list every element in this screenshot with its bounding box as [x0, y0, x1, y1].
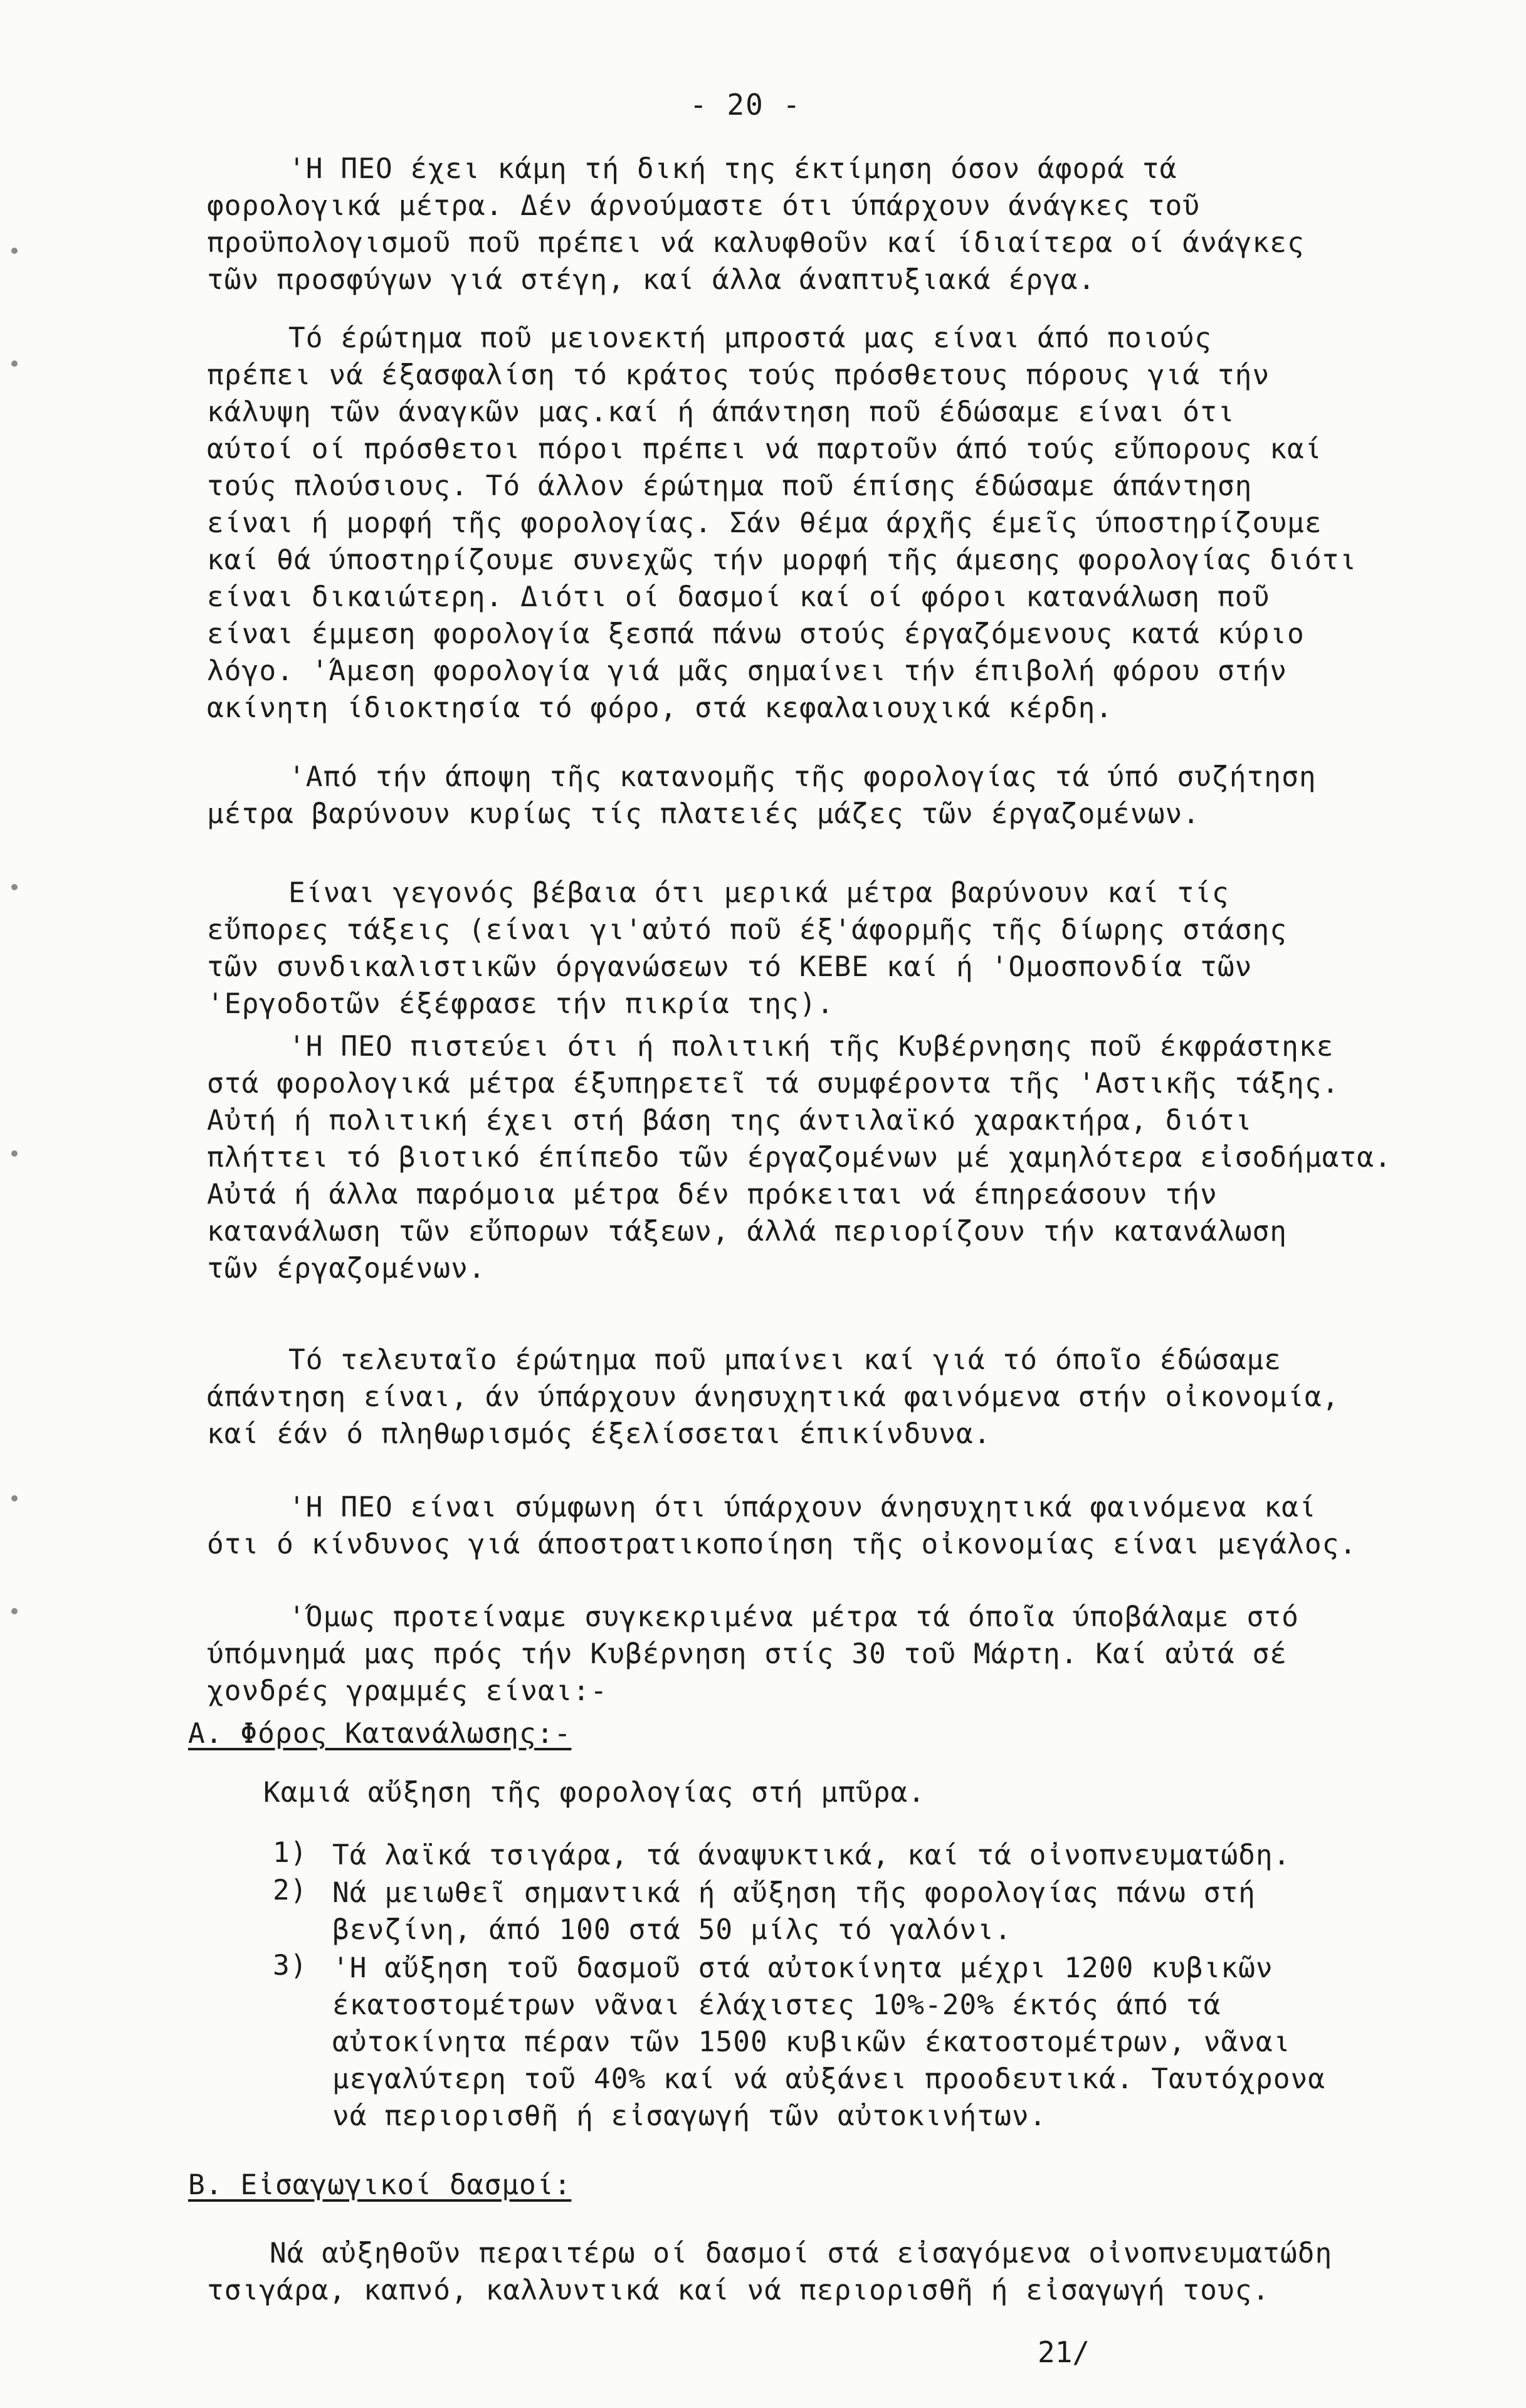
text-line: 'Η ΠΕΟ πιστεύει ότι ή πολιτική τῆς Κυβέρνησης ποῦ έκφράστηκε	[288, 1031, 1334, 1063]
list-number: 2)	[273, 1874, 308, 1906]
list-item	[273, 1950, 1326, 2135]
text-line: εὔπορες τάξεις (είναι γι'αὐτό ποῦ έξ'άφορμῆς τῆς δίωρης στάσης	[207, 914, 1288, 946]
text-line: πρέπει νά έξασφαλίση τό κράτος τούς πρόσθετους πόρους γιά τήν	[207, 359, 1270, 391]
continuation-marker: 21/	[1038, 2335, 1090, 2369]
text-line: καί έάν ό πληθωρισμός έξελίσσεται έπικίνδυνα.	[207, 1418, 991, 1450]
text-line: Αὐτή ή πολιτική έχει στή βάση της άντιλαϊκό χαρακτήρα, διότι	[207, 1105, 1253, 1137]
text-line: μέτρα βαρύνουν κυρίως τίς πλατειές μάζες τῶν έργαζομένων.	[207, 798, 1201, 830]
page-number: - 20 -	[690, 88, 802, 122]
list-item	[273, 1837, 1291, 1874]
text-line: τῶν συνδικαλιστικῶν όργανώσεων τό ΚΕΒΕ καί ή 'Ομοσπονδία τῶν	[207, 951, 1253, 983]
text-line: Νά μειωθεῖ σημαντικά ή αὔξηση τῆς φορολογίας πάνω στή	[332, 1877, 1256, 1909]
text-line: 'Η ΠΕΟ έχει κάμη τή δική της έκτίμηση όσον άφορά τά	[288, 153, 1177, 185]
paragraph-5	[207, 1028, 1461, 1287]
text-line: είναι δικαιώτερη. Διότι οί δασμοί καί οί φόροι κατανάλωση ποῦ	[207, 581, 1270, 613]
list-number: 3)	[273, 1950, 308, 1982]
section-a-intro	[263, 1774, 1517, 1811]
text-line: άπάντηση είναι, άν ύπάρχουν άνησυχητικά φαινόμενα στήν οἰκονομία,	[207, 1381, 1340, 1413]
text-line: λόγο. 'Άμεση φορολογία γιά μᾶς σημαίνει τήν έπιβολή φόρου στήν	[207, 655, 1288, 687]
text-line: Τά λαϊκά τσιγάρα, τά άναψυκτικά, καί τά οἰνοπνευματώδη.	[332, 1839, 1291, 1871]
margin-mark	[11, 360, 18, 367]
section-b-text	[207, 2235, 1461, 2309]
text-line: Αὐτά ή άλλα παρόμοια μέτρα δέν πρόκειται νά έπηρεάσουν τήν	[207, 1179, 1218, 1211]
text-line: χονδρές γραμμές είναι:-	[207, 1675, 608, 1707]
margin-mark	[11, 884, 18, 890]
text-line: βενζίνη, άπό 100 στά 50 μίλς τό γαλόνι.	[332, 1914, 1012, 1946]
text-line: στά φορολογικά μέτρα έξυπηρετεῖ τά συμφέροντα τῆς 'Αστικῆς τάξης.	[207, 1068, 1340, 1100]
text-line: 'Από τήν άποψη τῆς κατανομῆς τῆς φορολογίας τά ύπό συζήτηση	[288, 761, 1317, 793]
text-line: Τό τελευταῖο έρώτημα ποῦ μπαίνει καί γιά τό όποῖο έδώσαμε	[288, 1344, 1282, 1376]
paragraph-7	[207, 1489, 1461, 1563]
text-line: έκατοστομέτρων νᾶναι έλάχιστες 10%-20% έκτός άπό τά	[332, 1989, 1221, 2021]
paragraph-3	[207, 759, 1461, 833]
text-line: προϋπολογισμοῦ ποῦ πρέπει νά καλυφθοῦν καί ίδιαίτερα οί άνάγκες	[207, 227, 1305, 259]
text-line: Νά αὐξηθοῦν περαιτέρω οί δασμοί στά εἰσαγόμενα οἰνοπνευματώδη	[270, 2237, 1333, 2269]
margin-mark	[11, 248, 18, 254]
text-line: ότι ό κίνδυνος γιά άποστρατικοποίηση τῆς οἰκονομίας είναι μεγάλος.	[207, 1528, 1357, 1560]
text-line: τούς πλούσιους. Τό άλλον έρώτημα ποῦ έπίσης έδώσαμε άπάντηση	[207, 470, 1253, 502]
text-line: ύπόμνημά μας πρός τήν Κυβέρνηση στίς 30 τοῦ Μάρτη. Καί αὐτά σέ	[207, 1638, 1288, 1670]
text-line: τῶν έργαζομένων.	[207, 1253, 486, 1285]
text-line: τσιγάρα, καπνό, καλλυντικά καί νά περιορισθῆ ή εἰσαγωγή τους.	[207, 2274, 1270, 2306]
text-line: Τό έρώτημα ποῦ μειονεκτή μπροστά μας είναι άπό ποιούς	[288, 322, 1212, 354]
margin-mark	[11, 1495, 18, 1501]
text-line: 'Όμως προτείναμε συγκεκριμένα μέτρα τά όποῖα ύποβάλαμε στό	[288, 1601, 1299, 1633]
paragraph-2	[207, 320, 1461, 727]
text-line: Είναι γεγονός βέβαια ότι μερικά μέτρα βαρύνουν καί τίς	[288, 877, 1229, 909]
text-line: αὐτοκίνητα πέραν τῶν 1500 κυβικῶν έκατοστομέτρων, νᾶναι	[332, 2026, 1291, 2058]
text-line: 'Η ΠΕΟ είναι σύμφωνη ότι ύπάρχουν άνησυχητικά φαινόμενα καί	[288, 1491, 1317, 1523]
text-line: νά περιορισθῆ ή εἰσαγωγή τῶν αὐτοκινήτων.	[332, 2100, 1047, 2132]
text-line: ακίνητη ίδιοκτησία τό φόρο, στά κεφαλαιουχικά κέρδη.	[207, 692, 1113, 724]
text-line: 'Εργοδοτῶν έξέφρασε τήν πικρία της).	[207, 988, 834, 1020]
text-line: μεγαλύτερη τοῦ 40% καί νά αὐξάνει προοδευτικά. Ταυτόχρονα	[332, 2063, 1326, 2095]
text-line: αύτοί οί πρόσθετοι πόροι πρέπει νά παρτοῦν άπό τούς εὔπορους καί	[207, 433, 1322, 465]
text-line: Καμιά αὔξηση τῆς φορολογίας στή μπῦρα.	[263, 1777, 926, 1809]
text-line: καί θά ύποστηρίζουμε συνεχῶς τήν μορφή τῆς άμεσης φορολογίας διότι	[207, 544, 1357, 576]
list-number: 1)	[273, 1837, 308, 1869]
section-a-heading: Α. Φόρος Κατανάλωσης:-	[188, 1718, 572, 1750]
text-line: κάλυψη τῶν άναγκῶν μας.καί ή άπάντηση ποῦ έδώσαμε είναι ότι	[207, 396, 1235, 428]
section-b-heading: Β. Εἰσαγωγικοί δασμοί:	[188, 2169, 572, 2201]
paragraph-6	[207, 1342, 1461, 1453]
text-line: κατανάλωση τῶν εὔπορων τάξεων, άλλά περιορίζουν τήν κατανάλωση	[207, 1216, 1288, 1248]
text-line: πλήττει τό βιοτικό έπίπεδο τῶν έργαζομένων μέ χαμηλότερα εἰσοδήματα.	[207, 1142, 1392, 1174]
paragraph-4	[207, 875, 1461, 1023]
paragraph-1	[207, 150, 1461, 298]
paragraph-8	[207, 1599, 1461, 1710]
margin-mark	[11, 1150, 18, 1157]
text-line: είναι έμμεση φορολογία ξεσπά πάνω στούς έργαζόμενους κατά κύριο	[207, 618, 1305, 650]
text-line: τῶν προσφύγων γιά στέγη, καί άλλα άναπτυξιακά έργα.	[207, 264, 1096, 296]
text-line: είναι ή μορφή τῆς φορολογίας. Σάν θέμα άρχῆς έμεῖς ύποστηρίζουμε	[207, 507, 1322, 539]
text-line: φορολογικά μέτρα. Δέν άρνούμαστε ότι ύπάρχουν άνάγκες τοῦ	[207, 190, 1201, 222]
margin-mark	[11, 1608, 18, 1614]
text-line: 'Η αὔξηση τοῦ δασμοῦ στά αὐτοκίνητα μέχρι 1200 κυβικῶν	[332, 1952, 1273, 1984]
list-item	[273, 1874, 1256, 1948]
